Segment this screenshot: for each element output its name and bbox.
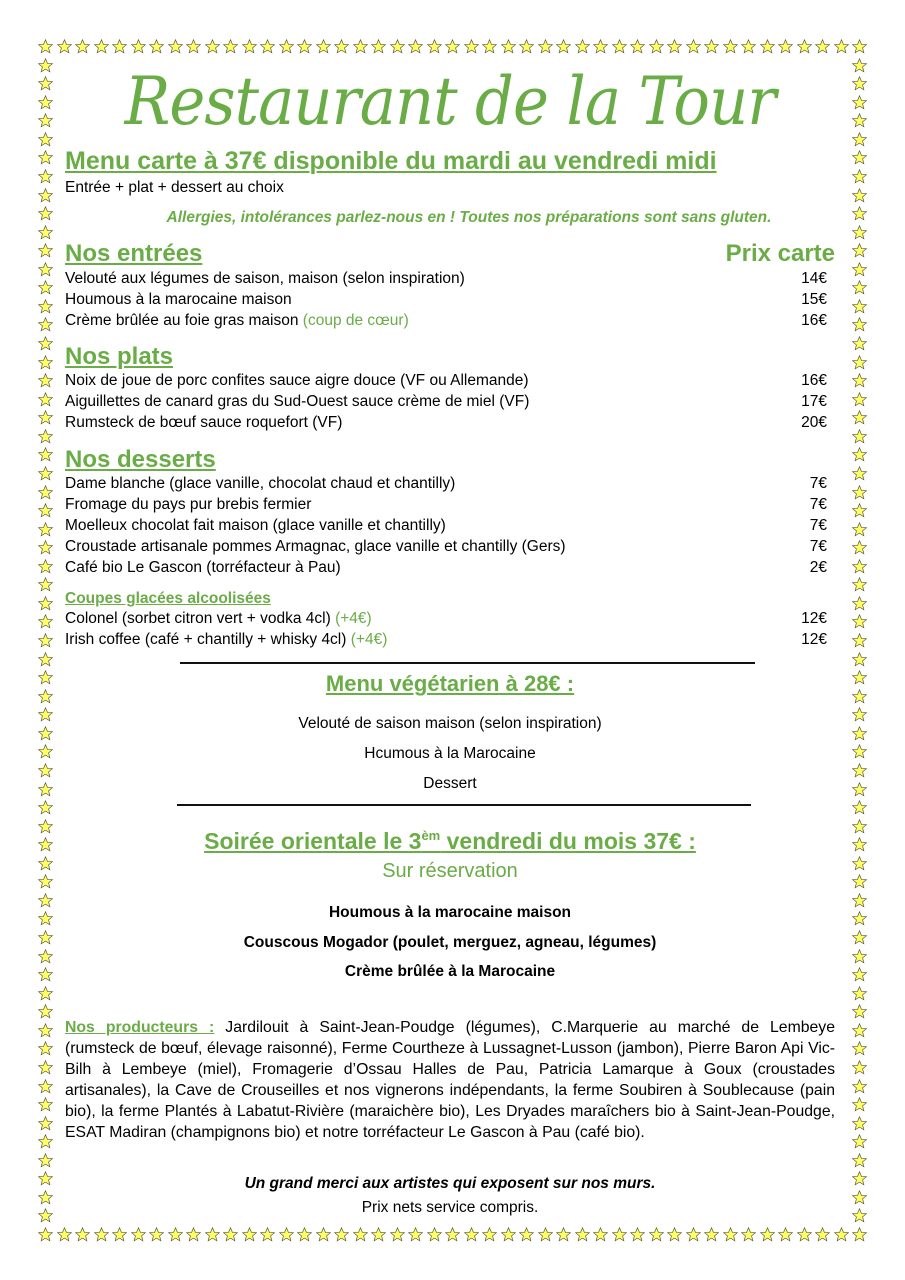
star-icon <box>38 1208 53 1223</box>
star-icon <box>852 317 867 332</box>
star-icon <box>852 280 867 295</box>
star-icon <box>38 782 53 797</box>
menu-item <box>65 630 827 650</box>
star-icon <box>38 317 53 332</box>
item-name: Café bio Le Gascon (torréfacteur à Pau) <box>65 559 341 576</box>
star-icon <box>852 1004 867 1019</box>
star-icon <box>797 39 812 54</box>
star-icon <box>38 819 53 834</box>
star-icon <box>704 39 719 54</box>
star-icon <box>38 299 53 314</box>
star-icon <box>38 429 53 444</box>
star-icon <box>852 1097 867 1112</box>
soiree-heading-sup: èm <box>421 828 441 843</box>
star-icon <box>852 169 867 184</box>
star-icon <box>852 1079 867 1094</box>
star-icon <box>815 1227 830 1242</box>
vegetarien-heading-text: Menu végétarien à 28€ : <box>325 671 575 696</box>
item-price: 7€ <box>809 538 827 555</box>
star-icon <box>38 113 53 128</box>
star-icon <box>852 410 867 425</box>
star-icon <box>612 39 627 54</box>
star-icon <box>852 76 867 91</box>
star-icon <box>575 39 590 54</box>
star-icon <box>464 1227 479 1242</box>
star-icon <box>38 1060 53 1075</box>
item-name: Moelleux chocolat fait maison (glace vanille et chantilly) <box>65 517 446 534</box>
star-icon <box>649 1227 664 1242</box>
star-icon <box>852 652 867 667</box>
star-icon <box>38 1041 53 1056</box>
star-icon <box>38 967 53 982</box>
menu-item <box>65 392 827 412</box>
star-icon <box>445 39 460 54</box>
star-icon <box>38 652 53 667</box>
star-icon <box>852 132 867 147</box>
star-icon <box>390 1227 405 1242</box>
star-icon <box>852 856 867 871</box>
star-icon <box>38 447 53 462</box>
star-icon <box>38 150 53 165</box>
star-icon <box>38 95 53 110</box>
star-icon <box>852 262 867 277</box>
star-icon <box>852 633 867 648</box>
star-icon <box>38 1116 53 1131</box>
star-icon <box>630 1227 645 1242</box>
star-icon <box>408 39 423 54</box>
star-icon <box>852 429 867 444</box>
item-price: 12€ <box>801 631 827 648</box>
star-icon <box>38 503 53 518</box>
star-icon <box>260 39 275 54</box>
item-name: Croustade artisanale pommes Armagnac, glace vanille et chantilly (Gers) <box>65 538 566 555</box>
star-icon <box>168 1227 183 1242</box>
star-icon <box>778 1227 793 1242</box>
star-icon <box>57 39 72 54</box>
star-icon <box>38 856 53 871</box>
star-icon <box>38 1227 53 1242</box>
star-icon <box>38 466 53 481</box>
soiree-heading-part: Soirée orientale le 3 <box>204 828 422 854</box>
star-icon <box>38 225 53 240</box>
star-icon <box>38 949 53 964</box>
star-icon <box>186 39 201 54</box>
star-icon <box>760 39 775 54</box>
star-icon <box>38 670 53 685</box>
star-icon <box>334 1227 349 1242</box>
star-icon <box>445 1227 460 1242</box>
star-icon <box>38 485 53 500</box>
star-icon <box>38 1190 53 1205</box>
star-icon <box>38 837 53 852</box>
star-icon <box>38 206 53 221</box>
star-icon <box>556 1227 571 1242</box>
star-icon <box>223 39 238 54</box>
star-icon <box>723 39 738 54</box>
soiree-item: Houmous à la marocaine maison <box>328 904 572 921</box>
star-icon <box>852 113 867 128</box>
star-icon <box>38 243 53 258</box>
menu-item <box>65 371 827 391</box>
star-icon <box>38 874 53 889</box>
star-icon <box>852 577 867 592</box>
star-icon <box>131 1227 146 1242</box>
star-icon <box>334 39 349 54</box>
star-icon <box>852 763 867 778</box>
star-icon <box>38 707 53 722</box>
item-note: (coup de cœur) <box>302 312 409 329</box>
item-name: Velouté aux légumes de saison, maison (selon inspiration) <box>65 270 465 287</box>
item-note: (+4€) <box>350 631 388 648</box>
item-name: Fromage du pays pur brebis fermier <box>65 496 312 513</box>
star-icon <box>852 150 867 165</box>
star-icon <box>556 39 571 54</box>
star-icon <box>852 1153 867 1168</box>
item-name: Noix de joue de porc confites sauce aigre douce (VF ou Allemande) <box>65 372 529 389</box>
star-icon <box>38 986 53 1001</box>
item-price: 2€ <box>809 559 827 576</box>
star-icon <box>279 1227 294 1242</box>
star-icon <box>852 837 867 852</box>
star-icon <box>852 1190 867 1205</box>
star-icon <box>852 874 867 889</box>
star-icon <box>575 1227 590 1242</box>
star-icon <box>852 355 867 370</box>
star-icon <box>38 689 53 704</box>
star-icon <box>852 614 867 629</box>
star-icon <box>852 800 867 815</box>
star-icon <box>38 76 53 91</box>
item-name: Rumsteck de bœuf sauce roquefort (VF) <box>65 414 343 431</box>
star-icon <box>38 800 53 815</box>
star-icon <box>38 373 53 388</box>
star-icon <box>852 243 867 258</box>
star-icon <box>686 39 701 54</box>
star-icon <box>38 1004 53 1019</box>
divider <box>177 804 751 806</box>
star-icon <box>852 336 867 351</box>
star-icon <box>852 689 867 704</box>
star-icon <box>852 503 867 518</box>
producers-text: Jardilouit à Saint-Jean-Poudge (légumes), C.Marquerie au marché de Lembeye (rumsteck de bœuf, élevage raisonné), Ferme Courtheze à Lussagnet-Lusson (jambon), Pierre Baron Api Vic-Bilh à Lembeye (miel), Fromagerie d’Ossau Halles de Pau, Patricia Lamarque à Goux (croustades artisanales), la Cave de Crouseilles et nos vignerons indépendants, la ferme Soubiren à Soublecause (pain bio), la ferme Plantés à Labatut-Rivière (maraichère bio), Les Dryades maraîchers bio à Saint-Jean-Poudge, ESAT Madiran (champignons bio) et notre torréfacteur Le Gascon à Pau (café bio). <box>65 1019 835 1141</box>
star-icon <box>38 188 53 203</box>
star-icon <box>778 39 793 54</box>
menu-item <box>65 311 827 331</box>
star-icon <box>852 1116 867 1131</box>
vegetarien-item: Velouté de saison maison (selon inspiration) <box>298 715 602 732</box>
coupes-heading: Coupes glacées alcoolisées <box>65 590 271 607</box>
star-icon <box>852 392 867 407</box>
star-icon <box>852 559 867 574</box>
star-icon <box>38 169 53 184</box>
star-icon <box>667 1227 682 1242</box>
plats-heading: Nos plats <box>65 343 174 370</box>
star-icon <box>112 39 127 54</box>
menu-item <box>65 474 827 494</box>
star-icon <box>852 485 867 500</box>
item-price: 15€ <box>801 291 827 308</box>
entrees-heading: Nos entrées <box>65 240 203 267</box>
star-icon <box>852 744 867 759</box>
star-icon <box>223 1227 238 1242</box>
star-icon <box>38 596 53 611</box>
star-icon <box>38 930 53 945</box>
star-icon <box>38 1079 53 1094</box>
restaurant-title: Restaurant de la Tour <box>124 63 776 140</box>
item-price: 14€ <box>801 270 827 287</box>
star-icon <box>38 744 53 759</box>
star-icon <box>38 1134 53 1149</box>
star-icon <box>797 1227 812 1242</box>
star-icon <box>519 1227 534 1242</box>
star-icon <box>852 911 867 926</box>
star-icon <box>852 930 867 945</box>
star-icon <box>38 633 53 648</box>
star-icon <box>408 1227 423 1242</box>
star-icon <box>852 670 867 685</box>
producers-label: Nos producteurs : <box>65 1019 215 1036</box>
star-icon <box>852 596 867 611</box>
item-price: 16€ <box>801 372 827 389</box>
star-icon <box>149 1227 164 1242</box>
star-icon <box>741 1227 756 1242</box>
star-icon <box>205 1227 220 1242</box>
star-icon <box>852 95 867 110</box>
star-icon <box>38 410 53 425</box>
item-name: Irish coffee (café + chantilly + whisky 4cl) <box>65 631 347 648</box>
item-price: 12€ <box>801 610 827 627</box>
star-icon <box>482 1227 497 1242</box>
star-icon <box>649 39 664 54</box>
star-icon <box>852 58 867 73</box>
menu-item <box>65 290 827 310</box>
star-icon <box>279 39 294 54</box>
star-icon <box>834 1227 849 1242</box>
producers-paragraph <box>65 1018 835 1143</box>
menu-item <box>65 269 827 289</box>
star-icon <box>242 39 257 54</box>
star-icon <box>464 39 479 54</box>
star-icon <box>38 336 53 351</box>
star-icon <box>38 1171 53 1186</box>
star-icon <box>852 447 867 462</box>
soiree-heading-part: vendredi du mois 37€ : <box>440 828 696 854</box>
star-icon <box>852 1227 867 1242</box>
star-icon <box>316 1227 331 1242</box>
star-icon <box>519 39 534 54</box>
star-icon <box>112 1227 127 1242</box>
star-icon <box>149 39 164 54</box>
star-icon <box>38 355 53 370</box>
star-icon <box>168 39 183 54</box>
star-icon <box>852 466 867 481</box>
star-icon <box>852 373 867 388</box>
star-icon <box>38 132 53 147</box>
star-icon <box>205 39 220 54</box>
item-note: (+4€) <box>335 610 372 627</box>
allergy-note: Allergies, intolérances parlez-nous en ! Toutes nos préparations sont sans gluten. <box>166 209 772 226</box>
star-icon <box>852 1023 867 1038</box>
star-icon <box>353 39 368 54</box>
vegetarien-item: Hcumous à la Marocaine <box>364 745 536 762</box>
star-icon <box>371 1227 386 1242</box>
star-icon <box>852 782 867 797</box>
star-icon <box>94 39 109 54</box>
star-icon <box>38 614 53 629</box>
star-icon <box>852 188 867 203</box>
price-heading: Prix carte <box>725 240 835 267</box>
item-name: Aiguillettes de canard gras du Sud-Ouest sauce crème de miel (VF) <box>65 393 530 410</box>
star-icon <box>38 522 53 537</box>
soiree-heading <box>65 826 835 856</box>
star-icon <box>186 1227 201 1242</box>
item-price: 17€ <box>801 393 827 410</box>
star-icon <box>38 1153 53 1168</box>
star-icon <box>38 262 53 277</box>
star-icon <box>815 39 830 54</box>
star-icon <box>427 39 442 54</box>
menu-item <box>65 516 827 536</box>
star-icon <box>390 39 405 54</box>
star-icon <box>75 39 90 54</box>
soiree-subtitle: Sur réservation <box>382 860 518 882</box>
star-icon <box>353 1227 368 1242</box>
star-icon <box>260 1227 275 1242</box>
star-icon <box>38 540 53 555</box>
star-icon <box>852 540 867 555</box>
star-icon <box>704 1227 719 1242</box>
item-price: 16€ <box>801 312 827 329</box>
vegetarien-item: Dessert <box>423 775 477 792</box>
star-icon <box>852 707 867 722</box>
star-icon <box>741 39 756 54</box>
star-icon <box>852 819 867 834</box>
star-icon <box>612 1227 627 1242</box>
star-icon <box>852 39 867 54</box>
item-name: Crème brûlée au foie gras maison <box>65 312 299 329</box>
star-icon <box>686 1227 701 1242</box>
item-price: 7€ <box>809 517 827 534</box>
star-icon <box>38 726 53 741</box>
star-icon <box>131 39 146 54</box>
item-name: Dame blanche (glace vanille, chocolat chaud et chantilly) <box>65 475 456 492</box>
star-icon <box>852 206 867 221</box>
star-icon <box>852 522 867 537</box>
star-icon <box>852 986 867 1001</box>
star-icon <box>852 225 867 240</box>
star-icon <box>427 1227 442 1242</box>
thanks-note: Un grand merci aux artistes qui exposent sur nos murs. <box>244 1175 656 1192</box>
item-price: 20€ <box>801 414 827 431</box>
soiree-item: Couscous Mogador (poulet, merguez, agneau, légumes) <box>243 934 657 951</box>
star-icon <box>852 726 867 741</box>
star-icon <box>852 1208 867 1223</box>
divider <box>180 662 755 664</box>
star-icon <box>760 1227 775 1242</box>
star-icon <box>38 58 53 73</box>
menu-item <box>65 413 827 433</box>
item-price: 7€ <box>809 475 827 492</box>
star-icon <box>630 39 645 54</box>
star-icon <box>38 39 53 54</box>
star-icon <box>38 392 53 407</box>
menu-item <box>65 495 827 515</box>
star-icon <box>852 1134 867 1149</box>
menu-item <box>65 558 827 578</box>
star-icon <box>538 39 553 54</box>
star-icon <box>852 1041 867 1056</box>
star-icon <box>834 39 849 54</box>
star-icon <box>316 39 331 54</box>
star-icon <box>242 1227 257 1242</box>
star-icon <box>501 1227 516 1242</box>
net-prices-note: Prix nets service compris. <box>361 1199 539 1216</box>
item-name: Houmous à la marocaine maison <box>65 291 292 308</box>
star-icon <box>593 39 608 54</box>
star-icon <box>38 1097 53 1112</box>
star-icon <box>297 39 312 54</box>
star-icon <box>38 1023 53 1038</box>
star-icon <box>94 1227 109 1242</box>
star-icon <box>38 577 53 592</box>
star-icon <box>38 559 53 574</box>
star-icon <box>75 1227 90 1242</box>
menu-carte-subtitle: Entrée + plat + dessert au choix <box>65 179 284 196</box>
star-icon <box>723 1227 738 1242</box>
star-icon <box>852 1171 867 1186</box>
star-icon <box>38 911 53 926</box>
star-icon <box>852 967 867 982</box>
menu-item <box>65 609 827 629</box>
menu-carte-heading: Menu carte à 37€ disponible du mardi au vendredi midi <box>65 147 717 175</box>
star-icon <box>538 1227 553 1242</box>
item-price: 7€ <box>809 496 827 513</box>
star-icon <box>297 1227 312 1242</box>
star-icon <box>852 1060 867 1075</box>
star-icon <box>371 39 386 54</box>
desserts-heading: Nos desserts <box>65 446 216 473</box>
star-icon <box>852 299 867 314</box>
item-name: Colonel (sorbet citron vert + vodka 4cl) <box>65 610 331 627</box>
menu-item <box>65 537 827 557</box>
vegetarien-heading <box>65 670 835 698</box>
star-icon <box>38 893 53 908</box>
star-icon <box>57 1227 72 1242</box>
star-icon <box>852 893 867 908</box>
star-icon <box>593 1227 608 1242</box>
star-icon <box>38 280 53 295</box>
star-icon <box>501 39 516 54</box>
star-icon <box>852 949 867 964</box>
soiree-item: Crème brûlée à la Marocaine <box>344 963 556 980</box>
star-icon <box>482 39 497 54</box>
star-icon <box>38 763 53 778</box>
star-icon <box>667 39 682 54</box>
